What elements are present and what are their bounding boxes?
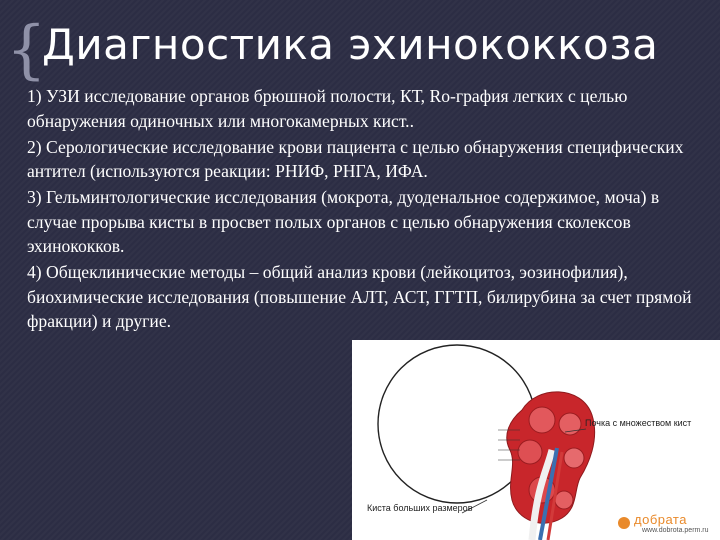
- kidney-cyst: [518, 440, 542, 464]
- caption-kidney-cysts: Почка с множеством кист: [585, 418, 692, 428]
- kidney-cyst: [555, 491, 573, 509]
- logo-url: www.dobrota.perm.ru: [642, 527, 709, 534]
- paragraph-4: 4) Общеклинические методы – общий анализ крови (лейкоцитоз, эозинофилия), биохимические исследования (повышение АЛТ, АСТ, ГГТП, билирубина за счет прямой фракции) и другие.: [27, 262, 692, 331]
- caption-large-cyst: Киста больших размеров: [367, 503, 473, 513]
- decorative-brace: {: [6, 13, 47, 87]
- paragraph-3: 3) Гельминтологические исследования (мокрота, дуоденальное содержимое, моча) в случае прорыва кисты в просвет полых органов с целью обнаружения сколексов эхинококков.: [27, 187, 660, 256]
- slide-title: Диагностика эхинококкоза: [42, 20, 659, 69]
- kidney-cyst: [529, 407, 555, 433]
- logo-text: добрата: [634, 512, 687, 527]
- kidney-cyst: [564, 448, 584, 468]
- kidney-cyst-illustration: [352, 340, 720, 540]
- paragraph-1: 1) УЗИ исследование органов брюшной полости, КТ, Ro-графия легких с целью обнаружения одиночных или многокамерных кист..: [27, 86, 628, 131]
- kidney-cyst: [559, 413, 581, 435]
- slide-body: [27, 84, 707, 335]
- paragraph-2: 2) Серологические исследование крови пациента с целью обнаружения специфических антител (используются реакции: РНИФ, РНГА, ИФА.: [27, 136, 684, 181]
- watermark-logo: [614, 512, 714, 536]
